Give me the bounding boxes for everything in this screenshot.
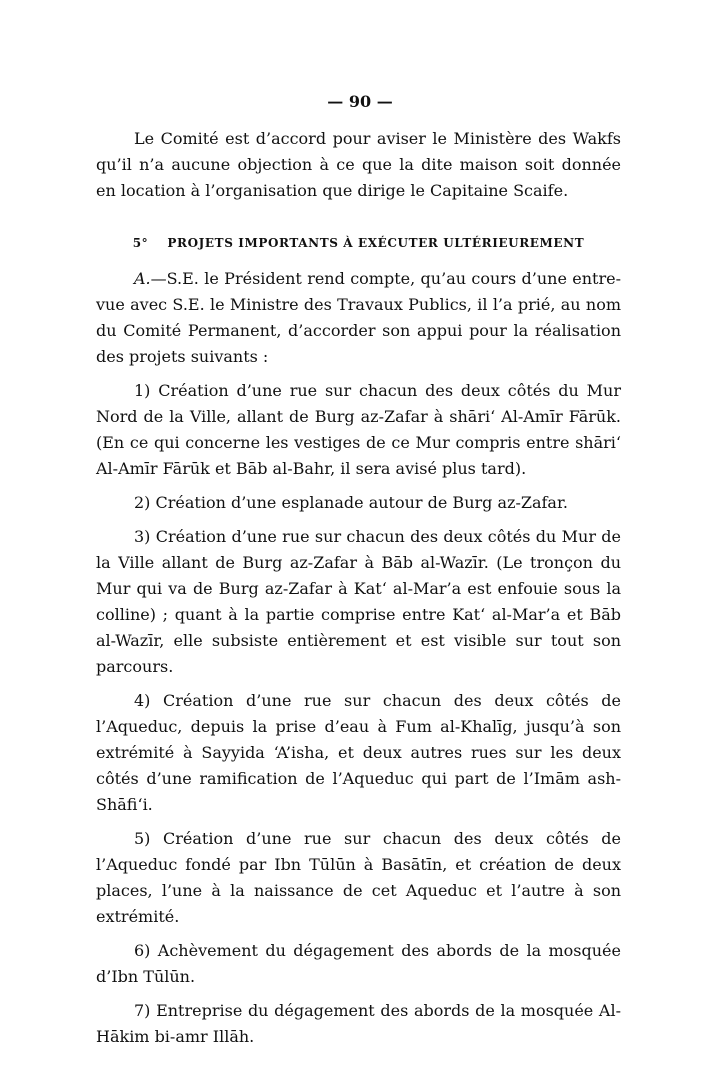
page-number: — 90 —: [327, 92, 393, 111]
list-item: 1) Création d’une rue sur chacun des deux côtés du Mur Nord de la Ville, allant de Burg az-Zafar à shāri‘ Al-Amīr Fārūk. (En ce qui concerne les vestiges de ce Mur compris entre shāri‘ Al-Amīr Fārūk et Bāb al-Bahr, il sera avisé plus tard).: [96, 381, 621, 478]
list-item: 4) Création d’une rue sur chacun des deux côtés de l’Aqueduc, depuis la prise d’eau à Fum al-Khalīg, jusqu’à son extrémité à Sayyida ‘A’isha, et deux autres rues sur les deux côtés d’une ramification de l’Aqueduc qui part de l’Imām ash-Shāfi‘i.: [96, 691, 621, 814]
paragraph-a-text: —S.E. le Président rend compte, qu’au cours d’une entre-vue avec S.E. le Ministre des Travaux Publics, il l’a prié, au nom du Comité Permanent, d’accorder son appui pour la réalisation des projets suivants :: [96, 269, 621, 366]
section-number: 5°: [132, 236, 149, 250]
list-item: 2) Création d’une esplanade autour de Burg az-Zafar.: [134, 493, 568, 512]
list-item: 7) Entreprise du dégagement des abords de la mosquée Al-Hākim bi-amr Illāh.: [96, 1001, 621, 1046]
list-item: 6) Achèvement du dégagement des abords de la mosquée d’Ibn Tūlūn.: [96, 941, 621, 986]
paragraph-a-marker: A.: [134, 269, 151, 288]
list-item: 5) Création d’une rue sur chacun des deux côtés de l’Aqueduc fondé par Ibn Tūlūn à Basātīn, et création de deux places, l’une à la naissance de cet Aqueduc et l’autre à son extrémité.: [96, 829, 621, 926]
section-title: PROJETS IMPORTANTS À EXÉCUTER ULTÉRIEUREMENT: [167, 236, 585, 250]
paragraph-a: [96, 266, 621, 370]
intro-paragraph: Le Comité est d’accord pour aviser le Ministère des Wakfs qu’il n’a aucune objection à ce que la dite maison soit donnée en location à l’organisation que dirige le Capitaine Scaife.: [96, 129, 621, 200]
body-text: [96, 126, 621, 1058]
list-item: 3) Création d’une rue sur chacun des deux côtés du Mur de la Ville allant de Burg az-Zafar à Bāb al-Wazīr. (Le tronçon du Mur qui va de Burg az-Zafar à Kat‘ al-Mar’a est enfouie sous la colline) ; quant à la partie comprise entre Kat‘ al-Mar’a et Bāb al-Wazīr, elle subsiste entièrement et est visible sur tout son parcours.: [96, 527, 621, 676]
section-heading: [96, 230, 621, 256]
